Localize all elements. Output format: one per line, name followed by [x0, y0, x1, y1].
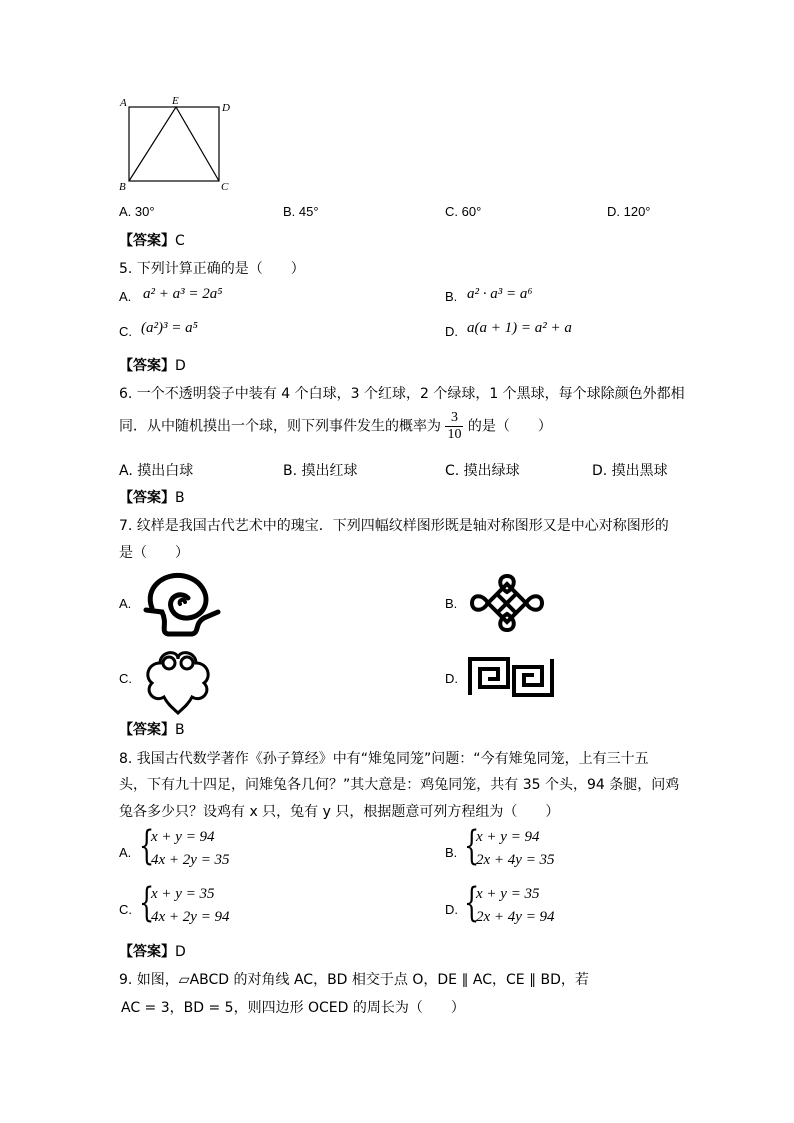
label-b: B	[119, 181, 126, 193]
q4-option-c: C. 60°	[445, 204, 482, 219]
q7-option-b-letter: B.	[445, 596, 458, 611]
q4-option-b: B. 45°	[283, 204, 319, 219]
q5-option-a-letter: A.	[119, 289, 132, 304]
q4-figure	[118, 94, 238, 194]
q8-option-b-letter: B.	[445, 845, 458, 860]
auspicious-cloud-icon	[138, 645, 218, 715]
q8-option-b-eq2: 2x + 4y = 35	[476, 852, 555, 868]
q7-stem-line1: 7. 纹样是我国古代艺术中的瑰宝．下列四幅纹样图形既是轴对称图形又是中心对称图形的	[119, 518, 669, 534]
triangle-bec	[129, 107, 219, 181]
q8-stem-line3: 兔各多少只？设鸡有 x 只，兔有 y 只，根据题意可列方程组为（ ）	[119, 804, 560, 820]
spiral-cloud-icon	[138, 566, 222, 638]
q8-option-b-eq1: x + y = 94	[476, 829, 540, 845]
rectangle-abcd	[129, 107, 219, 181]
q4-answer: 【答案】C	[119, 233, 185, 249]
q4-option-d: D. 120°	[607, 204, 651, 219]
q8-option-c-letter: C.	[119, 902, 132, 917]
q8-answer: 【答案】D	[119, 944, 186, 960]
q8-option-c-brace: {	[139, 880, 155, 926]
label-e: E	[172, 95, 179, 107]
meander-pattern-icon	[468, 657, 556, 697]
q8-option-a-eq2: 4x + 2y = 35	[151, 852, 230, 868]
q7-stem-line2: 是（ ）	[119, 545, 189, 561]
q8-option-a-letter: A.	[119, 845, 132, 860]
q4-option-a: A. 30°	[119, 204, 155, 219]
label-a: A	[120, 97, 127, 109]
q5-option-a: a² + a³ = 2a⁵	[143, 286, 223, 302]
q5-option-d-letter: D.	[445, 324, 458, 339]
q8-stem-line2: 头，下有九十四足，问雉兔各几何？”其大意是：鸡兔同笼，共有 35 个头，94 条腿，问鸡	[119, 777, 680, 793]
q7-answer: 【答案】B	[119, 722, 185, 738]
q6-stem-line2: 同．从中随机摸出一个球，则下列事件发生的概率为 $\frac{3}{10}$ 的是（ ）	[119, 410, 552, 442]
q5-stem: 5. 下列计算正确的是（ ）	[119, 261, 305, 277]
label-d: D	[222, 102, 230, 114]
q8-option-a-eq1: x + y = 94	[151, 829, 215, 845]
q8-option-b-brace: {	[464, 823, 480, 869]
q6-option-d: D. 摸出黑球	[592, 463, 668, 479]
q6-stem-line1: 6. 一个不透明袋子中装有 4 个白球，3 个红球，2 个绿球，1 个黑球，每个球除颜色外都相	[119, 386, 685, 402]
q8-option-d-letter: D.	[445, 902, 458, 917]
q8-option-d-eq2: 2x + 4y = 94	[476, 909, 555, 925]
q6-answer: 【答案】B	[119, 490, 185, 506]
chinese-knot-icon	[466, 572, 548, 634]
q9-stem-line2: AC = 3，BD = 5，则四边形 OCED 的周长为（ ）	[121, 1000, 465, 1016]
q5-option-d: a(a + 1) = a² + a	[467, 320, 572, 336]
q5-option-c: (a²)³ = a⁵	[141, 320, 198, 336]
q8-option-a-brace: {	[139, 823, 155, 869]
q6-fraction: $\frac{3}{10}$	[447, 410, 462, 442]
label-c: C	[221, 181, 229, 193]
q8-stem-line1: 8. 我国古代数学著作《孙子算经》中有“雉兔同笼”问题：“今有雉兔同笼，上有三十五	[119, 751, 649, 767]
q8-option-c-eq2: 4x + 2y = 94	[151, 909, 230, 925]
q5-option-c-letter: C.	[119, 324, 132, 339]
q6-option-b: B. 摸出红球	[283, 463, 358, 479]
q6-option-c: C. 摸出绿球	[445, 463, 520, 479]
q7-option-c-letter: C.	[119, 671, 132, 686]
q6-option-a: A. 摸出白球	[119, 463, 194, 479]
q5-option-b-letter: B.	[445, 289, 458, 304]
q8-option-c-eq1: x + y = 35	[151, 886, 215, 902]
q7-option-a-letter: A.	[119, 596, 132, 611]
q9-stem-line1: 9. 如图，▱ABCD 的对角线 AC，BD 相交于点 O，DE ∥ AC，CE ∥ BD，若	[119, 972, 589, 988]
q8-option-d-eq1: x + y = 35	[476, 886, 540, 902]
q5-option-b: a² · a³ = a⁶	[467, 286, 533, 302]
q8-option-d-brace: {	[464, 880, 480, 926]
q7-option-d-letter: D.	[445, 671, 458, 686]
q5-answer: 【答案】D	[119, 358, 186, 374]
